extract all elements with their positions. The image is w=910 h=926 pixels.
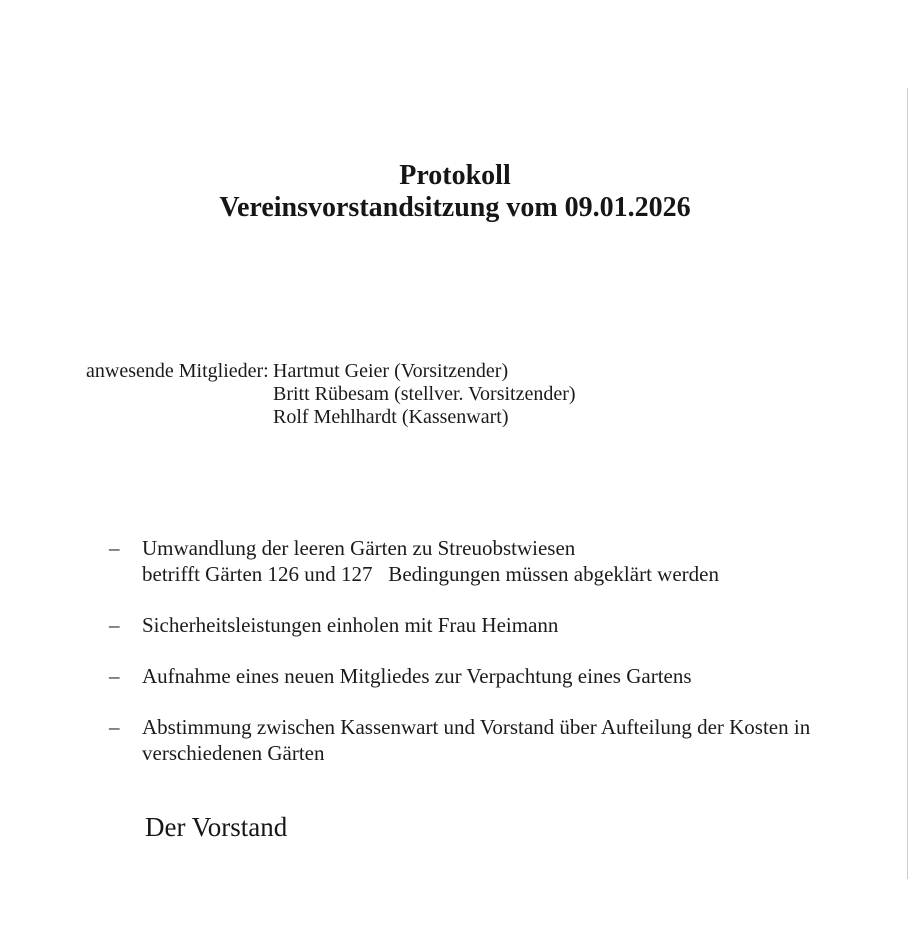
attendees-label: anwesende Mitglieder:: [86, 360, 269, 382]
bullet-dash: –: [109, 664, 120, 688]
attendee-name: Rolf Mehlhardt (Kassenwart): [273, 406, 509, 428]
bullet-dash: –: [109, 613, 120, 637]
attendees-list: [273, 360, 576, 429]
agenda-item: [109, 714, 839, 766]
attendee-name: Britt Rübesam (stellver. Vorsitzender): [273, 383, 576, 405]
bullet-dash: –: [109, 715, 120, 739]
attendees-section: [86, 360, 576, 429]
agenda-item-text: [142, 612, 839, 638]
agenda-item-line: Abstimmung zwischen Kassenwart und Vorstand über Aufteilung der Kosten in: [142, 715, 811, 739]
agenda-item-text: [142, 663, 839, 689]
scan-edge-artifact: [907, 88, 908, 879]
agenda-item-line: Aufnahme eines neuen Mitgliedes zur Verpachtung eines Gartens: [142, 664, 692, 688]
bullet-dash: –: [109, 536, 120, 560]
agenda-item-text: [142, 714, 839, 766]
document-title: [0, 160, 910, 224]
title-line-protokoll: Protokoll: [399, 160, 511, 191]
attendee-name: Hartmut Geier (Vorsitzender): [273, 360, 509, 382]
agenda-item-line: Sicherheitsleistungen einholen mit Frau Heimann: [142, 613, 559, 637]
agenda-item: [109, 535, 839, 587]
agenda-item-line: betrifft Gärten 126 und 127 Bedingungen müssen abgeklärt werden: [142, 562, 719, 586]
signature: Der Vorstand: [145, 812, 288, 842]
agenda-item-line: verschiedenen Gärten: [142, 741, 325, 765]
agenda-item-line: Umwandlung der leeren Gärten zu Streuobstwiesen: [142, 536, 576, 560]
agenda-list: [109, 535, 839, 791]
title-line-meeting-date: Vereinsvorstandsitzung vom 09.01.2026: [219, 192, 691, 223]
agenda-item: [109, 612, 839, 638]
agenda-item: [109, 663, 839, 689]
agenda-item-text: [142, 535, 839, 587]
